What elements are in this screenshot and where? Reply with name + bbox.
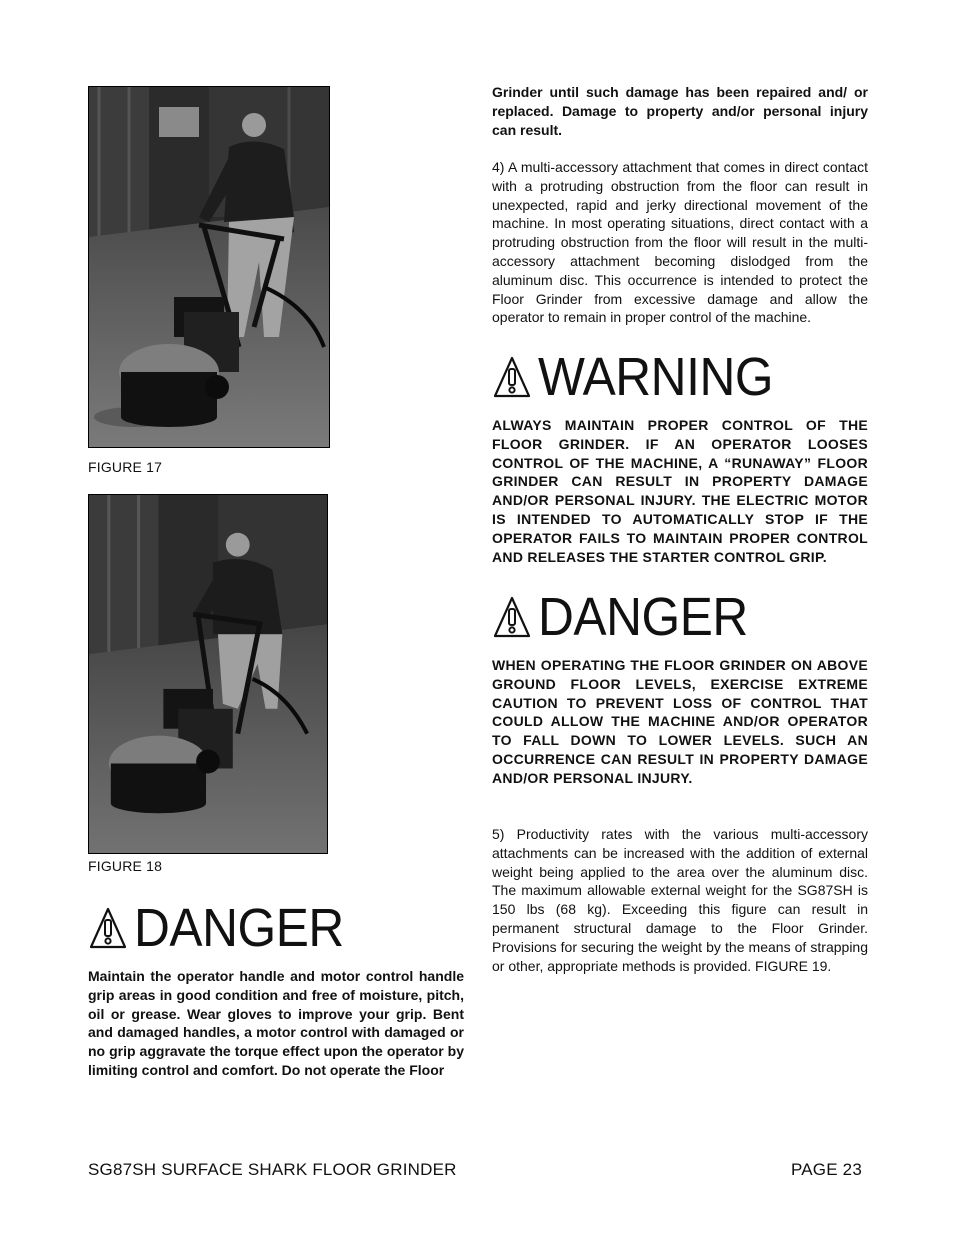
figure-17-caption: FIGURE 17 [88, 459, 163, 475]
item-4-text: 4) A multi-accessory attachment that comes in direct contact with a protruding obstruction from the floor can result in unexpected, rapid and jerky directional movement of the machine. In most operating situations, direct contact with a protruding obstruction from the floor will result in the multi-accessory attachment becoming dislodged from the aluminum disc. This occurrence is intended to protect the Floor Grinder from excessive damage and allow the operator to remain in proper control of the machine. [492, 159, 868, 326]
warning-heading [492, 349, 793, 405]
footer-title: SG87SH SURFACE SHARK FLOOR GRINDER [88, 1160, 457, 1179]
warning-text: ALWAYS MAINTAIN PROPER CONTROL OF THE FLOOR GRINDER. IF AN OPERATOR LOOSES CONTROL OF THE MACHINE, A “RUNAWAY” FLOOR GRINDER CAN RESULT IN PROPERTY DAMAGE AND/OR PERSONAL INJURY. THE ELECTRIC MOTOR IS INTENDED TO AUTOMATICALLY STOP IF THE OPERATOR FAILS TO MAINTAIN PROPER CONTROL AND RELEASES THE STARTER CONTROL GRIP. [492, 417, 868, 565]
continuation-text: Grinder until such damage has been repaired and/ or replaced. Damage to property and/or personal injury can result. [492, 84, 868, 138]
warning-label: WARNING [538, 347, 774, 407]
figure-17-photo [88, 86, 330, 448]
right-danger-text: WHEN OPERATING THE FLOOR GRINDER ON ABOVE GROUND FLOOR LEVELS, EXERCISE EXTREME CAUTION TO PREVENT LOSS OF CONTROL THAT COULD ALLOW THE MACHINE AND/OR OPERATOR TO FALL DOWN TO LOWER LEVELS. SUCH AN OCCURRENCE CAN RESULT IN PROPERTY DAMAGE AND/OR PERSONAL INJURY. [492, 657, 868, 786]
danger-label: DANGER [134, 898, 344, 958]
left-danger-text: Maintain the operator handle and motor control handle grip areas in good condition and free of moisture, pitch, oil or grease. Wear gloves to improve your grip. Bent and damaged handles, a motor control with damaged or no grip aggravate the torque effect upon the operator by limiting control and comfort. Do not operate the Floor [88, 968, 464, 1078]
figure-18-photo [88, 494, 328, 854]
figure-18-caption: FIGURE 18 [88, 858, 163, 874]
page-number: PAGE 23 [790, 1160, 862, 1179]
left-danger-heading [88, 900, 362, 956]
item-5-text: 5) Productivity rates with the various multi-accessory attachments can be increased with the addition of external weight being applied to the area over the aluminum disc. The maximum allowable external weight for the SG87SH is 150 lbs (68 kg). Exceeding this figure can result in permanent structural damage to the Floor Grinder. Provisions for securing the weight by the means of strapping or other, appropriate methods is provided. FIGURE 19. [492, 826, 868, 974]
warning-triangle-icon [492, 355, 532, 399]
right-danger-heading [492, 589, 766, 645]
danger-label: DANGER [538, 587, 748, 647]
warning-triangle-icon [88, 906, 128, 950]
warning-triangle-icon [492, 595, 532, 639]
